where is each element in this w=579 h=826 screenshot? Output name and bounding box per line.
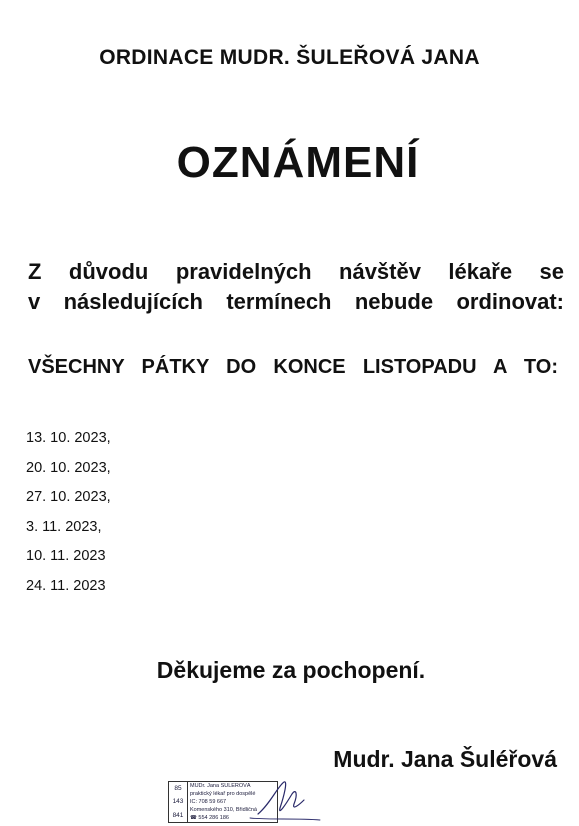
fridays-subheading: VŠECHNY PÁTKY DO KONCE LISTOPADU A TO: xyxy=(28,356,558,378)
date-item: 10. 11. 2023 xyxy=(26,548,106,564)
practice-name-heading: ORDINACE MUDR. ŠULEŘOVÁ JANA xyxy=(99,46,480,69)
stamp-code-line: 841 xyxy=(172,811,184,819)
date-item: 3. 11. 2023, xyxy=(26,518,102,535)
stamp-code-line: 143 xyxy=(172,798,184,806)
stamp-line: ☎ 554 286 186 xyxy=(190,814,229,821)
stamp-line: MUDr. Jana ŠULEŘOVÁ xyxy=(190,783,251,789)
date-item: 24. 11. 2023 xyxy=(26,577,106,594)
stamp-line: praktický lékař pro dospělé xyxy=(190,790,256,797)
stamp-code-box xyxy=(169,782,188,822)
intro-paragraph xyxy=(28,257,564,317)
date-item: 20. 10. 2023, xyxy=(26,459,111,476)
closed-dates-list xyxy=(26,428,111,605)
practice-stamp xyxy=(168,781,278,823)
intro-line-1: Z důvodu pravidelných návštěv lékaře se xyxy=(28,259,564,284)
date-item: 27. 10. 2023, xyxy=(26,489,111,505)
stamp-code-line: 85 xyxy=(174,785,182,793)
announcement-title: OZNÁMENÍ xyxy=(176,138,420,187)
intro-line-2: v následujících termínech nebude ordinovat: xyxy=(28,289,564,314)
stamp-text xyxy=(188,782,277,822)
date-item: 13. 10. 2023, xyxy=(26,430,111,446)
stamp-line: IČ: 708 59 667 xyxy=(190,798,227,805)
doctor-signature-name: Mudr. Jana Šuléřová xyxy=(333,746,557,772)
thanks-message: Děkujeme za pochopení. xyxy=(156,657,426,683)
stamp-line: Komenského 310, Břidličná xyxy=(190,806,257,813)
